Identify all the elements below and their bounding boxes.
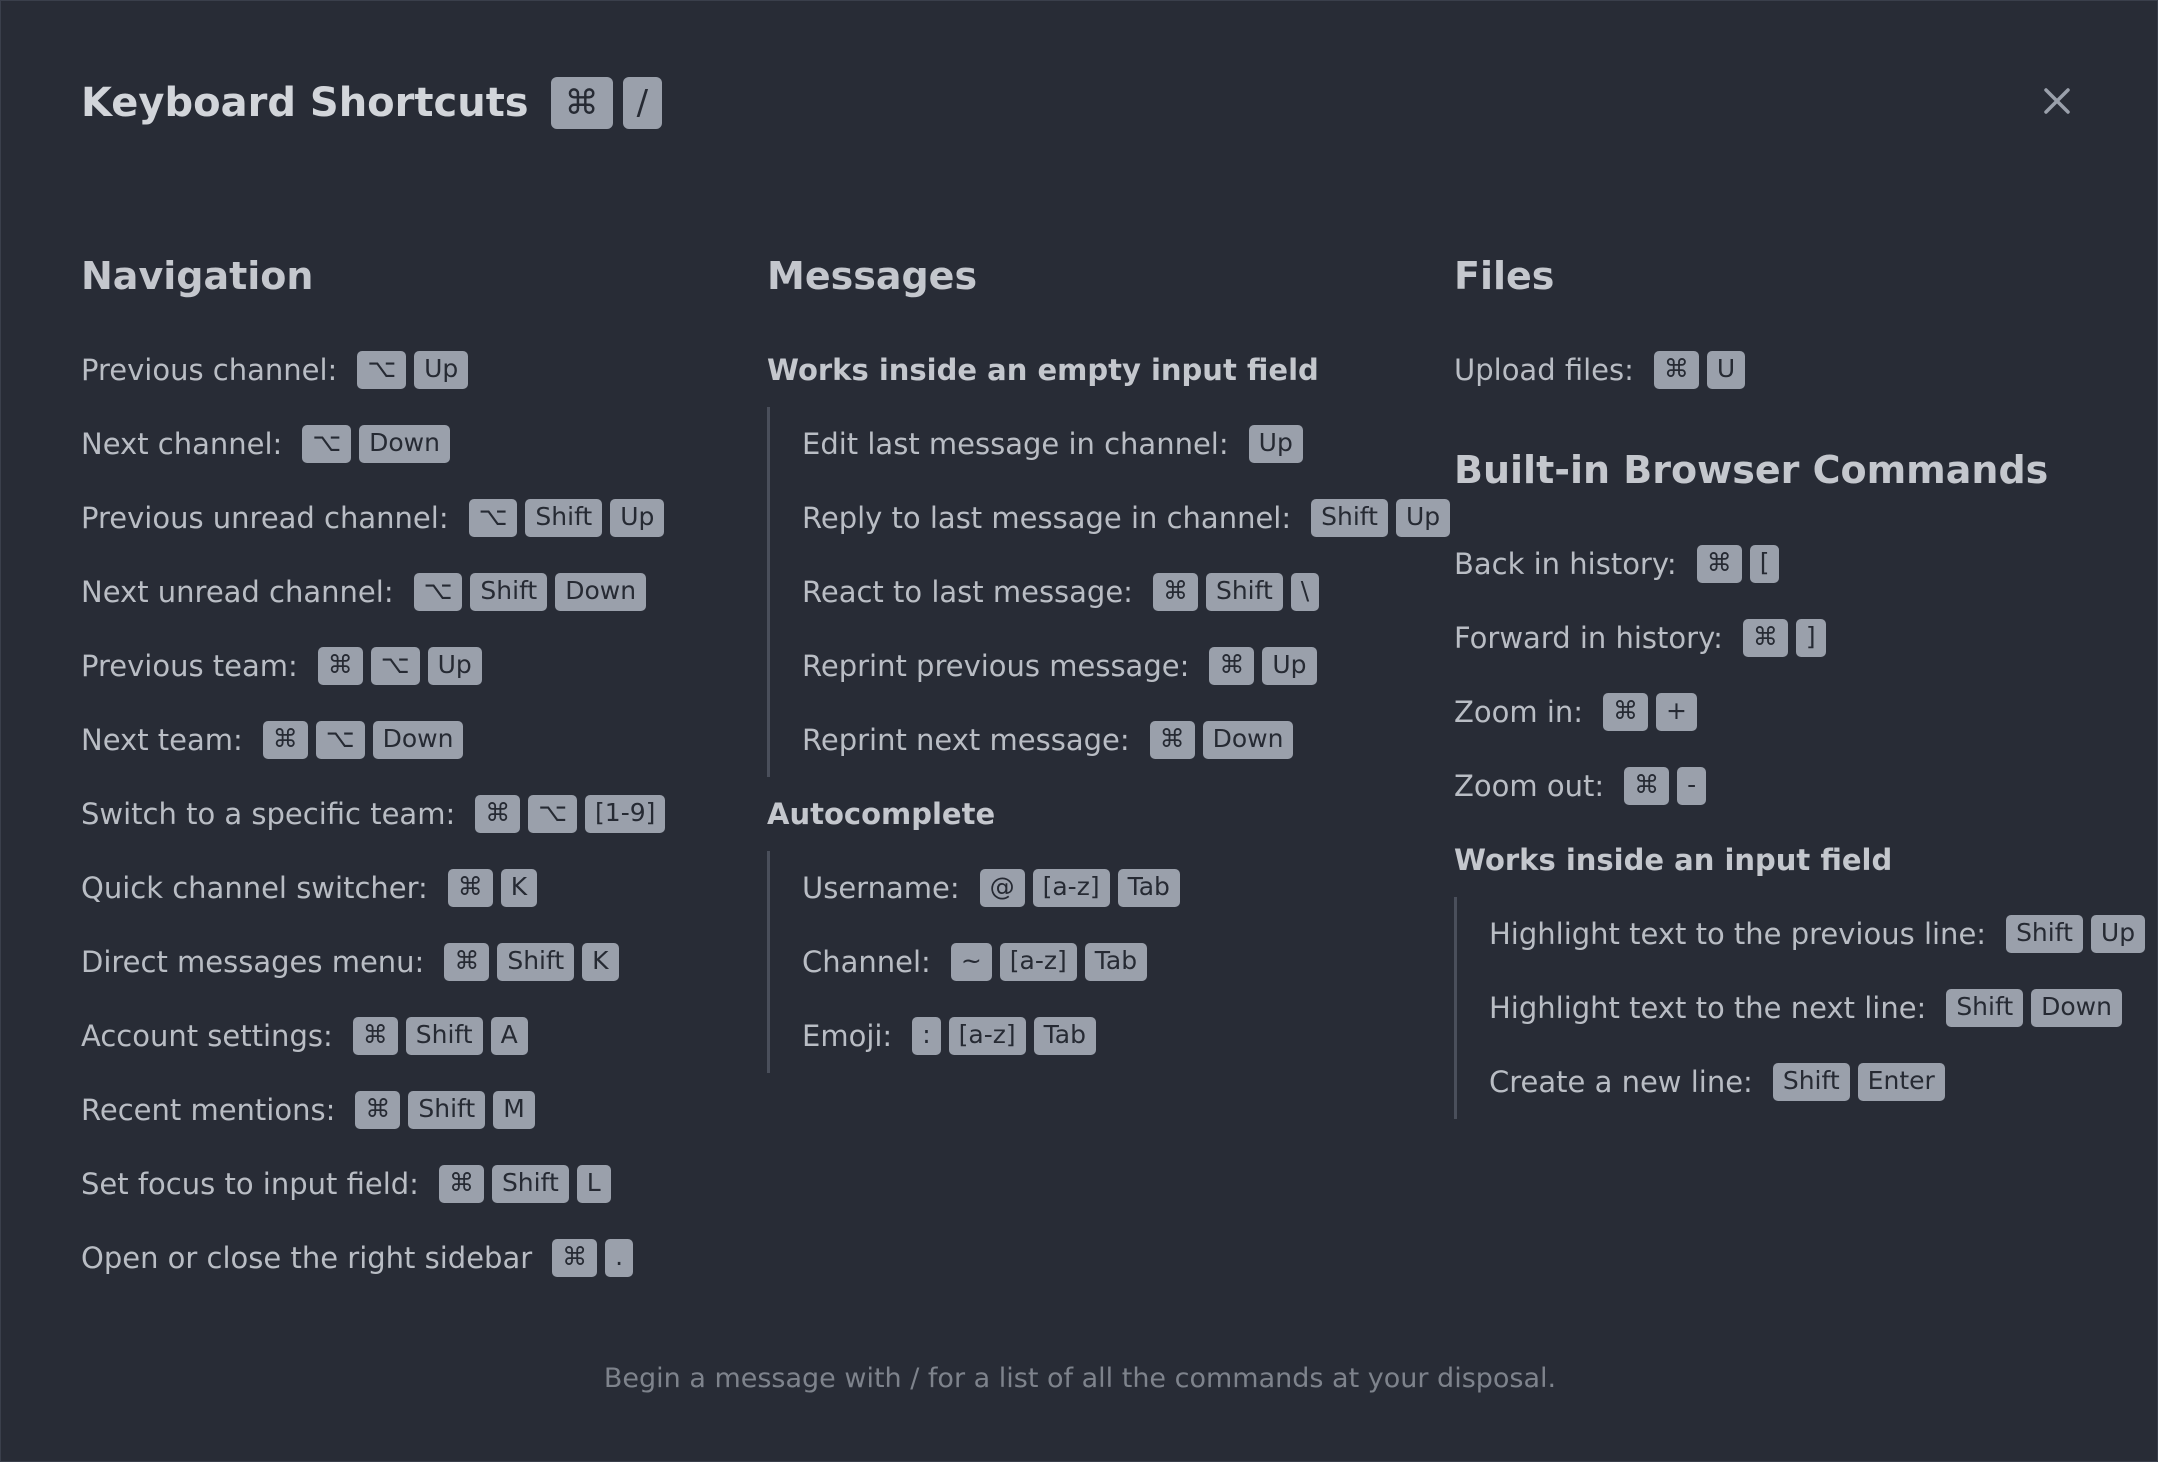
- shortcut-label: Set focus to input field:: [81, 1167, 419, 1201]
- shortcut-row: [81, 999, 741, 1073]
- section-title-files: Files: [1454, 254, 1555, 298]
- key-cap: [: [1750, 545, 1780, 583]
- shortcut-label: Account settings:: [81, 1019, 333, 1053]
- key-cap: [1-9]: [585, 795, 665, 833]
- shortcut-row: [81, 851, 741, 925]
- key-cap: ⌘: [1603, 693, 1648, 731]
- page-title: Keyboard Shortcuts: [81, 80, 529, 126]
- shortcut-label: Previous channel:: [81, 353, 338, 387]
- shortcut-row: [802, 407, 1447, 481]
- key-cap: ⌥: [302, 425, 351, 463]
- key-cap: ⌘: [353, 1017, 398, 1055]
- key-cap: @: [980, 869, 1025, 907]
- key-cap: [a-z]: [949, 1017, 1026, 1055]
- files-section: [1454, 241, 2134, 1119]
- browser-list: [1454, 527, 2134, 823]
- shortcut-row: [802, 999, 1447, 1073]
- shortcut-row: [81, 407, 741, 481]
- key-cap: Tab: [1085, 943, 1147, 981]
- key-cap: ⌥: [357, 351, 406, 389]
- subheading-autocomplete: Autocomplete: [767, 797, 996, 831]
- key-cap: Shift: [2006, 915, 2083, 953]
- key-cap: ⌘: [552, 1239, 597, 1277]
- shortcut-row: [81, 1221, 741, 1295]
- shortcut-label: Create a new line:: [1489, 1065, 1753, 1099]
- shortcut-label: Next unread channel:: [81, 575, 394, 609]
- shortcut-row: [81, 1147, 741, 1221]
- shortcut-row: [802, 481, 1447, 555]
- shortcut-label: Switch to a specific team:: [81, 797, 456, 831]
- key-cap: ⌘: [318, 647, 363, 685]
- key-cap: L: [577, 1165, 611, 1203]
- shortcut-row: [81, 629, 741, 703]
- key-cap: Up: [1262, 647, 1316, 685]
- key-cap: ⌘: [439, 1165, 484, 1203]
- shortcut-row: [802, 629, 1447, 703]
- key-cap: ⌥: [371, 647, 420, 685]
- shortcut-label: Emoji:: [802, 1019, 893, 1053]
- shortcut-label: Zoom in:: [1454, 695, 1584, 729]
- shortcut-label: React to last message:: [802, 575, 1133, 609]
- shortcut-row: [81, 703, 741, 777]
- shortcut-row: [81, 1073, 741, 1147]
- navigation-section: [81, 241, 741, 1295]
- key-cap: Tab: [1118, 869, 1180, 907]
- key-cap: /: [623, 77, 662, 129]
- key-cap: ⌘: [1209, 647, 1254, 685]
- key-cap: +: [1656, 693, 1697, 731]
- key-cap: Shift: [1773, 1063, 1850, 1101]
- shortcut-label: Username:: [802, 871, 960, 905]
- key-cap: Shift: [406, 1017, 483, 1055]
- shortcut-row: [81, 925, 741, 999]
- files-list: [1454, 333, 2134, 407]
- key-cap: A: [491, 1017, 528, 1055]
- key-cap: [a-z]: [1033, 869, 1110, 907]
- shortcut-row: [81, 481, 741, 555]
- shortcut-label: Back in history:: [1454, 547, 1677, 581]
- shortcut-row: [1489, 897, 2134, 971]
- key-cap: Enter: [1858, 1063, 1945, 1101]
- key-cap: Down: [555, 573, 646, 611]
- key-cap: \: [1291, 573, 1319, 611]
- key-cap: Shift: [492, 1165, 569, 1203]
- navigation-list: [81, 333, 741, 1295]
- key-cap: Down: [359, 425, 450, 463]
- key-cap: ⌘: [1150, 721, 1195, 759]
- section-title-messages: Messages: [767, 254, 978, 298]
- key-cap: Shift: [1311, 499, 1388, 537]
- key-cap: Up: [414, 351, 468, 389]
- shortcut-label: Direct messages menu:: [81, 945, 425, 979]
- close-button[interactable]: [2037, 81, 2077, 121]
- shortcut-row: [1454, 749, 2134, 823]
- shortcut-label: Previous team:: [81, 649, 298, 683]
- key-cap: -: [1677, 767, 1706, 805]
- key-cap: ⌥: [414, 573, 463, 611]
- shortcut-label: Highlight text to the previous line:: [1489, 917, 1987, 951]
- key-cap: .: [605, 1239, 633, 1277]
- key-cap: ⌥: [316, 721, 365, 759]
- key-cap: K: [501, 869, 537, 907]
- key-cap: ⌘: [444, 943, 489, 981]
- key-cap: ⌘: [1743, 619, 1788, 657]
- spacer: [1454, 407, 2134, 435]
- key-cap: Shift: [525, 499, 602, 537]
- key-cap: ]: [1796, 619, 1826, 657]
- key-cap: Down: [1203, 721, 1294, 759]
- shortcut-row: [1489, 1045, 2134, 1119]
- shortcut-row: [1454, 601, 2134, 675]
- key-cap: Shift: [1206, 573, 1283, 611]
- key-cap: ⌘: [1697, 545, 1742, 583]
- autocomplete-group: [767, 851, 1447, 1073]
- key-cap: ⌥: [528, 795, 577, 833]
- shortcut-label: Quick channel switcher:: [81, 871, 428, 905]
- shortcut-label: Upload files:: [1454, 353, 1634, 387]
- shortcut-row: [1454, 333, 2134, 407]
- section-title-browser: Built-in Browser Commands: [1454, 448, 2049, 492]
- key-cap: Tab: [1034, 1017, 1096, 1055]
- key-cap: M: [493, 1091, 535, 1129]
- shortcut-row: [802, 925, 1447, 999]
- shortcut-row: [1489, 971, 2134, 1045]
- shortcut-row: [1454, 675, 2134, 749]
- shortcut-label: Edit last message in channel:: [802, 427, 1229, 461]
- key-cap: Shift: [1946, 989, 2023, 1027]
- shortcut-label: Previous unread channel:: [81, 501, 449, 535]
- shortcut-label: Highlight text to the next line:: [1489, 991, 1927, 1025]
- shortcut-label: Reprint previous message:: [802, 649, 1190, 683]
- input-field-group: [1454, 897, 2134, 1119]
- shortcut-row: [81, 333, 741, 407]
- key-cap: Up: [1396, 499, 1450, 537]
- key-cap: ⌘: [355, 1091, 400, 1129]
- key-cap: U: [1707, 351, 1745, 389]
- key-cap: Down: [373, 721, 464, 759]
- shortcut-row: [802, 851, 1447, 925]
- shortcut-row: [802, 555, 1447, 629]
- key-cap: ⌘: [475, 795, 520, 833]
- key-cap: ~: [951, 943, 992, 981]
- key-cap: Up: [428, 647, 482, 685]
- key-cap: ⌥: [469, 499, 518, 537]
- shortcut-label: Open or close the right sidebar: [81, 1241, 533, 1275]
- shortcut-row: [802, 703, 1447, 777]
- empty-input-group: [767, 407, 1447, 777]
- shortcut-row: [1454, 527, 2134, 601]
- messages-section: [767, 241, 1447, 1073]
- key-cap: [a-z]: [1000, 943, 1077, 981]
- shortcut-label: Next team:: [81, 723, 243, 757]
- shortcut-row: [81, 777, 741, 851]
- shortcut-label: Next channel:: [81, 427, 283, 461]
- key-cap: ⌘: [1654, 351, 1699, 389]
- footer-hint: Begin a message with / for a list of all the commands at your disposal.: [603, 1363, 1557, 1394]
- shortcut-label: Recent mentions:: [81, 1093, 336, 1127]
- close-icon: [2037, 81, 2077, 121]
- key-cap: ⌘: [551, 77, 613, 129]
- shortcut-label: Reprint next message:: [802, 723, 1130, 757]
- key-cap: Shift: [470, 573, 547, 611]
- section-title-navigation: Navigation: [81, 254, 314, 298]
- shortcut-row: [81, 555, 741, 629]
- key-cap: Up: [1249, 425, 1303, 463]
- subheading-empty-input: Works inside an empty input field: [767, 353, 1319, 387]
- shortcut-label: Reply to last message in channel:: [802, 501, 1292, 535]
- key-cap: K: [582, 943, 618, 981]
- key-cap: Up: [2091, 915, 2145, 953]
- modal-header: [81, 73, 672, 133]
- shortcut-label: Channel:: [802, 945, 931, 979]
- key-cap: ⌘: [448, 869, 493, 907]
- key-cap: :: [912, 1017, 940, 1055]
- shortcut-label: Forward in history:: [1454, 621, 1723, 655]
- key-cap: Up: [610, 499, 664, 537]
- key-cap: Shift: [497, 943, 574, 981]
- key-cap: Shift: [408, 1091, 485, 1129]
- key-cap: ⌘: [1624, 767, 1669, 805]
- key-cap: Down: [2031, 989, 2122, 1027]
- key-cap: ⌘: [1153, 573, 1198, 611]
- shortcut-label: Zoom out:: [1454, 769, 1605, 803]
- key-cap: ⌘: [263, 721, 308, 759]
- subheading-input-field: Works inside an input field: [1454, 843, 1893, 877]
